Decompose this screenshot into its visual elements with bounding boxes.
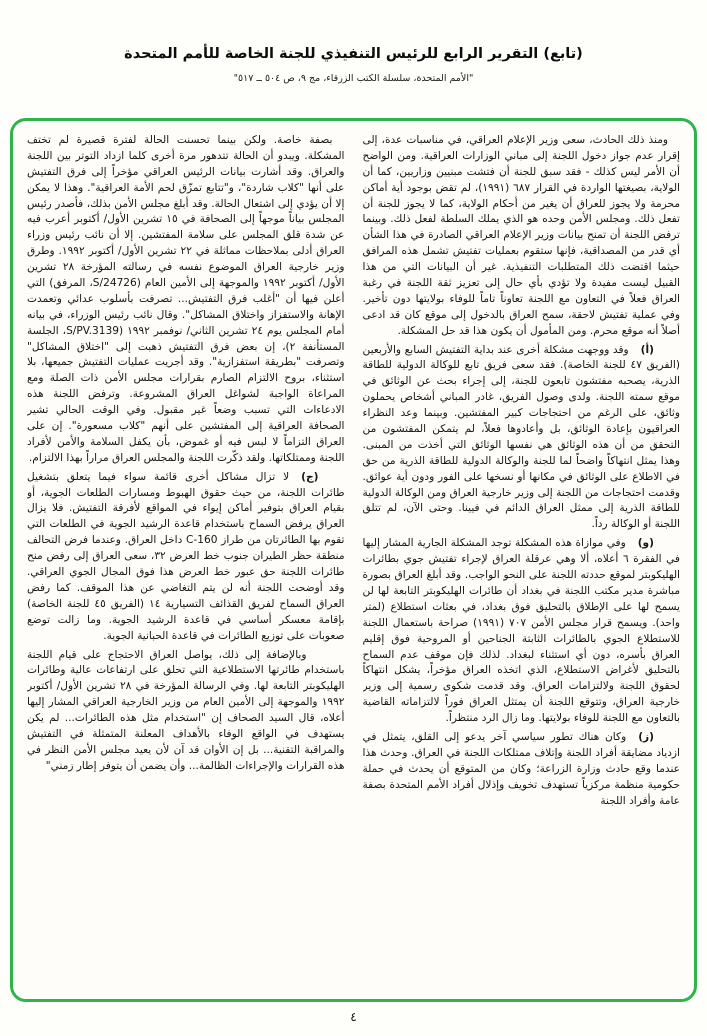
paragraph — [363, 730, 681, 809]
document-title: (تابع) التقرير الرابع للرئيس التنفيذي للجنة الخاصة للأمم المتحدة — [124, 46, 583, 62]
paragraph-text: وقد ووجهت مشكلة أخرى عند بداية التفتيش السابع والأربعين (الفريق ٤٧ للجنة الخاصة). فقد سعى فريق تابع للوكالة الدولية للطاقة الذرية، يصحبه مفتشون تابعون للجنة، إلى إجراء بحث عن الوثائق في موقع سمته اللجنة. ولدى وصول الفريق، غادر المباني أشخاص يحملون وثائق، على الرغم من احتجاجات كبير المفتشين. وبينما وعد النظراء العراقيون بإعادة الوثائق، بل وأعادوها فعلاً، لم يتمكن المفتشون من التحقق من أن هذه الوثائق هي نفسها الوثائق التي أخذت من المبنى. وهذا يمثل انتهاكاً واضحاً لما للجنة والوكالة الدولية للطاقة الذرية من حق في الاطلاع على الوثائق في مكانها أو نسخها على الفور ودون أية عوائق. وقدمت احتجاجات من اللجنة إلى وزير خارجية العراق ومن الوكالة الدولية للطاقة الذرية إلى ممثل العراق الدائم في فيينا. وحتى الآن، لم تتلق اللجنة أو الوكالة رداً. — [362, 343, 680, 531]
column-left — [27, 133, 345, 989]
paragraph-marker: (ز) — [638, 730, 654, 743]
paragraph-text: بصفة خاصة. ولكن بينما تحسنت الحالة لفترة قصيرة لم تختف المشكلة. ويبدو أن الحالة تتدهور مرة أخرى كلما ازداد التوتر بين اللجنة والعراق. وقد أشارت بيانات الرئيس العراقي مؤخراً إلى فرق التفتيش على أنها "كلاب شاردة"، و"تتابع تمزّق لحم الأمة العراقية". وهذا لا يمكن إلا أن يؤدي إلى اشتعال الحالة. وقد أبلغ مجلس الأمن بذلك، فأصدر رئيس المجلس بياناً موجهاً إلى الصحافة في ١٥ تشرين الأول/ أكتوبر أعرب فيه عن شدة قلق المجلس على سلامة المفتشين. إلا أن نائب رئيس وزراء العراق أدلى بملاحظات مماثلة في ٢٢ تشرين الأول/ أكتوبر ١٩٩٢. وطرق وزير خارجية العراق الموضوع نفسه في رسالته المؤرخة ٢٨ تشرين الأول/ أكتوبر ١٩٩٢ والموجهة إلى الأمين العام (S/24726، المرفق) التي أعلن فيها أن "أغلب فرق التفتيش... تصرفت بأسلوب عدائي وتعمدت الإهانة والاستفزاز واختلاق المشاكل". وقال نائب رئيس الوزراء، في بيانه أمام المجلس يوم ٢٤ تشرين الثاني/ نوفمبر ١٩٩٢ (S/PV.3139، الجلسة المستأنفة ٢)، إن بعض فرق التفتيش ذهبت إلى "اختلاق المشاكل" وتصرفت "بطريقة استفزازية". وقد أجريت عمليات التفتيش جميعها، بلا استثناء، بروح الالتزام الصارم بقرارات مجلس الأمن ذات الصلة ومع المراعاة الواجبة لشواغل العراق المشروعة. وترفض اللجنة هذه الادعاءات التي تسبب وضعاً غير مقبول. وفي الوقت الحالي تشير الصحافة العراقية إلى المفتشين على أنهم "كلاب مسعورة". إن على العراق التزاماً لا لبس فيه أو غموض، بأن يكفل السلامة والأمن لأفراد اللجنة وممتلكاتها. ولقد ذكّرت اللجنة والمجلس العراق مراراً بهذا الالتزام. — [27, 134, 345, 464]
paragraph-text: لا تزال مشاكل أخرى قائمة سواء فيما يتعلق بتشغيل طائرات اللجنة، من حيث حقوق الهبوط ومسارات الطلعات الجوية، أو بقيام العراق بتوفير أماكن إيواء في المواقع لأفرقة التفتيش. فلا يزال العراق يرفض السماح باستخدام قاعدة الرشيد الجوية في الطلعات التي تقوم بها الطائرتان من طراز C-160 داخل العراق. وعندما فرض التحالف منطقة حظر الطيران جنوب خط العرض ٣٢، سعى العراق إلى رفض منح طائرات اللجنة حق عبور خط العرض هذا فوق المجال الجوي العراقي. وقد أوضحت اللجنة أنه لن يتم التغاضي عن هذا الموقف. كما رفض العراق السماح لفريق القذائف التسيارية ١٤ (الفريق ٤٥ للجنة الخاصة) بإقامة معسكر أساسي في قاعدة الرشيد الجوية. وما زالت توضع صعوبات على توزيع الطائرات في قاعدة الحبانية الجوية. — [27, 470, 345, 642]
column-right — [363, 133, 681, 989]
paragraph — [27, 648, 345, 775]
document-source-line: "الأمم المتحدة، سلسلة الكتب الزرقاء، مج ٩، ص ٥٠٤ ــ ٥١٧" — [233, 73, 474, 84]
content-border-box — [10, 118, 697, 1002]
paragraph — [363, 343, 681, 534]
paragraph-marker: (أ) — [640, 343, 654, 356]
paragraph-marker: (و) — [637, 537, 654, 550]
paragraph-marker: (ج) — [301, 470, 319, 483]
paragraph-text: وكان هناك تطور سياسي آخر يدعو إلى القلق، يتمثل في ازدياد مضايقة أفراد اللجنة وإتلاف ممتلكات اللجنة في العراق. وحدث هذا عندما وقع حادث وزارة الزراعة؛ وكان من المتوقع أن يحدث في حملة حكومية منظمة مركزياً تستهدف تخويف وإذلال أفراد الأمم المتحدة بصفة عامة وأفراد اللجنة — [362, 730, 680, 807]
paragraph — [27, 470, 345, 645]
page-number: ٤ — [350, 1010, 357, 1024]
paragraph-text: وبالإضافة إلى ذلك، يواصل العراق الاحتجاج على قيام اللجنة باستخدام طائرتها الاستطلاعية التي تحلق على ارتفاعات عالية وطائرات الهليكوبتر التابعة لها. وفي الرسالة المؤرخة في ٢٨ تشرين الأول/ أكتوبر ١٩٩٢ والموجهة إلى الأمين العام من وزير الخارجية العراقي المشار إليها أعلاه، قال السيد الصحاف إن "استخدام مثل هذه الطائرات... لم يكن يستهدف في الواقع الوفاء بالأهداف المعلنة المتمثلة في التفتيش والمراقبة التقنية... بل إن الأوان قد آن لأن يعيد مجلس الأمن النظر في هذه القرارات والإجراءات الظالمة... وأن يضمن أن يتوفر إطار زمني" — [27, 648, 345, 772]
paragraph — [363, 536, 681, 727]
document-header — [0, 0, 707, 84]
paragraph — [363, 133, 681, 340]
paragraph-text: وفي موازاة هذه المشكلة توجد المشكلة الجارية المشار إليها في الفقرة ٦ أعلاه، ألا وهي عرقلة العراق لإجراء تفتيش جوي بطائرات الهليكوبتر لموقع حددته اللجنة على النحو الواجب. وقد أبلغ العراق بصورة مباشرة مدير مكتب اللجنة في بغداد أن طائرات الهليكوبتر التابعة لها لن يسمح لها على الإطلاق بالتحليق فوق بغداد، في بعثات استطلاع (لمتر واحد). ويسمح قرار مجلس الأمن ٧٠٧ (١٩٩١) صراحة باستعمال اللجنة للاستطلاع الجوي بالطائرات الثابتة الجناحين أو المروحية فوق إقليم العراق بأسره، دون أي استثناء لبغداد. لذلك فإن موقف عدم السماح بالتحليق لأغراض الاستطلاع، الذي اتخذه العراق مؤخراً، يشكل انتهاكاً لحقوق اللجنة ولالتزامات العراق. وقد قدمت شكوى رسمية إلى وزير خارجية العراق، وتتوقع اللجنة أن يمتثل العراق فوراً لالتزاماته القاضية بالتعاون مع اللجنة للوفاء بولايتها. وما زال الرد منتظراً. — [362, 537, 680, 725]
paragraph-text: ومنذ ذلك الحادث، سعى وزير الإعلام العراقي، في مناسبات عدة، إلى إقرار عدم جواز دخول اللجنة إلى مباني الوزارات العراقية. ومن الواضح أن الأمر ليس كذلك - فقد سبق للجنة أن فتشت مبنيين وزاريين، كما أن الولاية، بصيغتها الواردة في القرار ٦٨٧ (١٩٩١)، لم تقض بوجود أية أماكن محرمة ولا يجوز للعراق أن يغير من أحكام الولاية، كما لا يجوز للجنة أن تفعل ذلك. ومجلس الأمن وحده هو الذي يملك السلطة لفعل ذلك. وبينما ترفض اللجنة أن تمنح بيانات وزير الإعلام العراقي الصادرة في هذا الشأن أي قدر من المصداقية، فإنها ستقوم بعمليات تفتيش تشمل هذه المرافق حيثما اقتضت ذلك المتطلبات التنفيذية. غير أن البيانات التي من هذا القبيل ليست مفيدة ولا تؤدي بأي حال إلى تعزيز ثقة اللجنة في رغبة العراق فعلاً في التعاون مع اللجنة تعاوناً تاماً للوفاء بولايتها دون تأخير. وفي عملية تفتيش لاحقة، سمح العراق بالدخول إلى موقع كان قد ادعى أصلاً أنه موقع محرم. ومن المأمول أن يكون هذا قد حل المشكلة. — [362, 134, 680, 337]
paragraph — [27, 133, 345, 467]
text-columns — [27, 133, 680, 989]
